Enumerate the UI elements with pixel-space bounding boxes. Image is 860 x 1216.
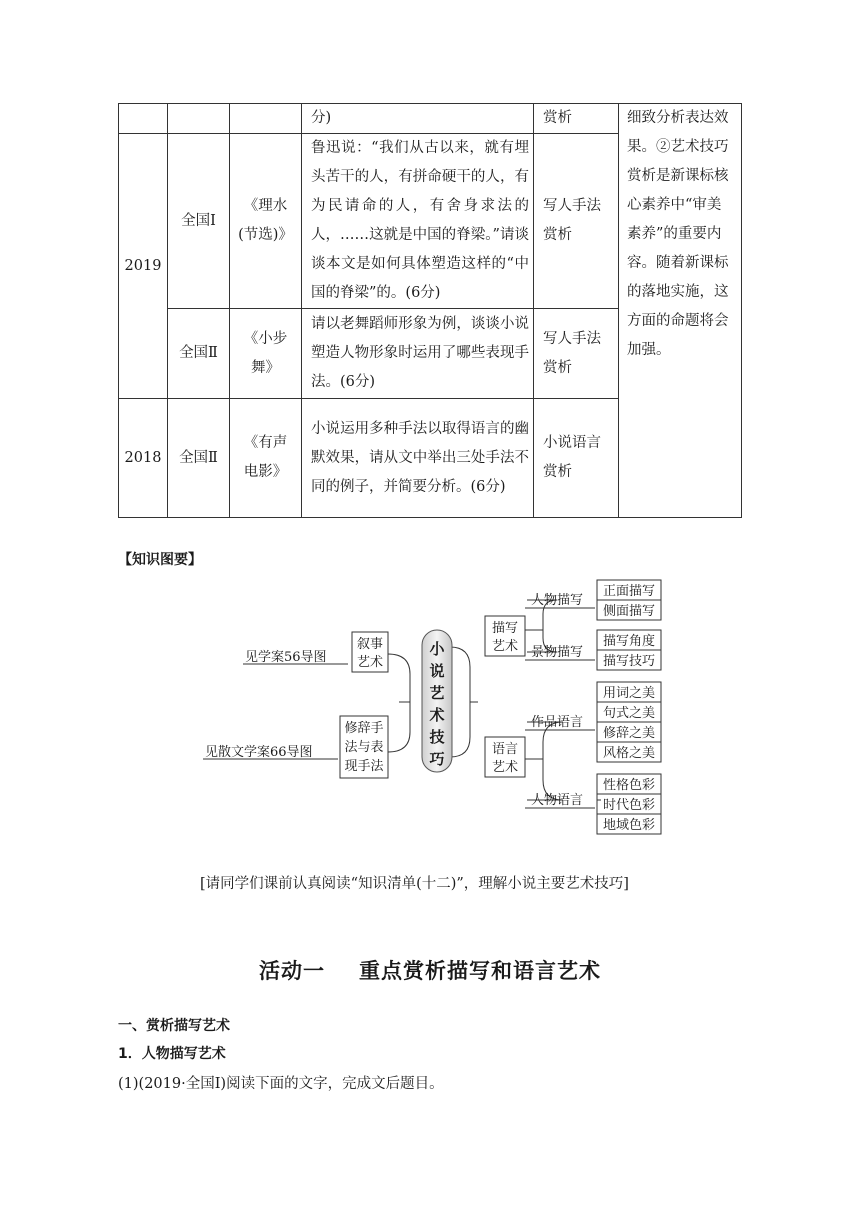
reading-instruction: [请同学们课前认真阅读“知识清单(十二)”，理解小说主要艺术技巧] [200,876,629,892]
center-char: 技 [429,728,445,746]
knowledge-mindmap [195,572,665,842]
leaf-label: 风格之美 [602,746,656,761]
language-label: 艺术 [491,760,519,775]
question-cell: 分) [302,104,534,134]
year-cell: 2019 [119,134,168,399]
bracket-line [597,692,601,754]
table-cell [119,104,168,134]
text-title-line: (节选)》 [238,227,293,243]
describe-label: 艺术 [491,639,519,654]
note-text: 细致分析表达效果。②艺术技巧赏析是新课标核心素养中“审美素养”的重要内容。随着新课标的落地实施，这方面的命题将会加强。 [627,110,729,358]
section-heading: 【知识图要】 [118,552,202,568]
ref-label: 见散文学案66导图 [205,745,313,760]
leaf-label: 描写角度 [602,634,656,649]
year-cell: 2018 [119,399,168,518]
leaf-label: 正面描写 [602,584,656,599]
activity-number: 活动一 [259,959,325,983]
type-cell: 写人手法赏析 [534,309,619,399]
center-char: 说 [429,662,445,680]
center-char: 术 [429,706,445,724]
leaf-label: 句式之美 [602,706,656,721]
question-cell: 鲁迅说：“我们从古以来，就有埋头苦干的人，有拼命硬干的人，有为民请命的人，有舍身求法的人，……这就是中国的脊梁。”请谈谈本文是如何具体塑造这样的“中国的脊梁”的。(6分) [302,134,534,309]
text-title-line: 《小步 [243,330,288,347]
activity-name: 重点赏析描写和语言艺术 [359,959,601,983]
leaf-label: 时代色彩 [602,798,656,813]
type-cell: 小说语言赏析 [534,399,619,518]
section-heading-2: 1．人物描写艺术 [118,1046,226,1062]
branch-label: 景物描写 [531,645,584,660]
paper-cell: 全国Ⅰ [168,134,230,309]
branch-label: 作品语言 [531,715,584,730]
narrative-label: 艺术 [356,655,384,670]
note-cell [619,104,742,518]
bracket-line [597,784,601,824]
branch-label: 人物描写 [531,593,584,608]
table-cell [168,104,230,134]
question-intro: (1)(2019·全国Ⅰ)阅读下面的文字，完成文后题目。 [118,1076,444,1092]
leaf-label: 用词之美 [602,686,656,701]
text-cell [230,309,302,399]
narrative-label: 叙事 [356,637,384,652]
text-title-line: 舞》 [251,359,280,376]
rhetoric-label: 修辞手 [344,721,384,736]
text-title-line: 《有声 [243,435,288,451]
paper-cell: 全国Ⅱ [168,399,230,518]
leaf-label: 侧面描写 [602,604,656,619]
text-title-line: 《理水 [243,198,288,214]
rhetoric-label: 法与表 [344,740,384,755]
center-char: 艺 [429,684,445,702]
bracket-line [527,742,563,800]
center-char: 小 [429,640,445,658]
leaf-label: 地域色彩 [602,818,656,833]
language-label: 语言 [491,742,519,757]
text-cell [230,134,302,309]
branch-label: 人物语言 [531,793,584,808]
activity-title [0,955,860,985]
type-cell: 赏析 [534,104,619,134]
leaf-label: 性格色彩 [602,778,656,793]
text-title-line: 电影》 [243,464,288,480]
question-cell: 小说运用多种手法以取得语言的幽默效果，请从文中举出三处手法不同的例子，并简要分析。(6分) [302,399,534,518]
describe-label: 描写 [491,621,519,636]
table-cell [230,104,302,134]
paper-cell: 全国Ⅱ [168,309,230,399]
exam-table [118,103,742,518]
text-cell [230,399,302,518]
question-cell: 请以老舞蹈师形象为例，谈谈小说塑造人物形象时运用了哪些表现手法。(6分) [302,309,534,399]
section-heading-1: 一、赏析描写艺术 [118,1018,230,1034]
type-cell: 写人手法赏析 [534,134,619,309]
table-row [119,104,742,134]
leaf-label: 修辞之美 [602,726,656,741]
center-char: 巧 [429,750,445,768]
rhetoric-label: 现手法 [344,759,384,774]
bracket-line [388,654,410,752]
leaf-label: 描写技巧 [602,654,656,669]
bracket-line [450,647,470,757]
ref-label: 见学案56导图 [245,650,327,665]
